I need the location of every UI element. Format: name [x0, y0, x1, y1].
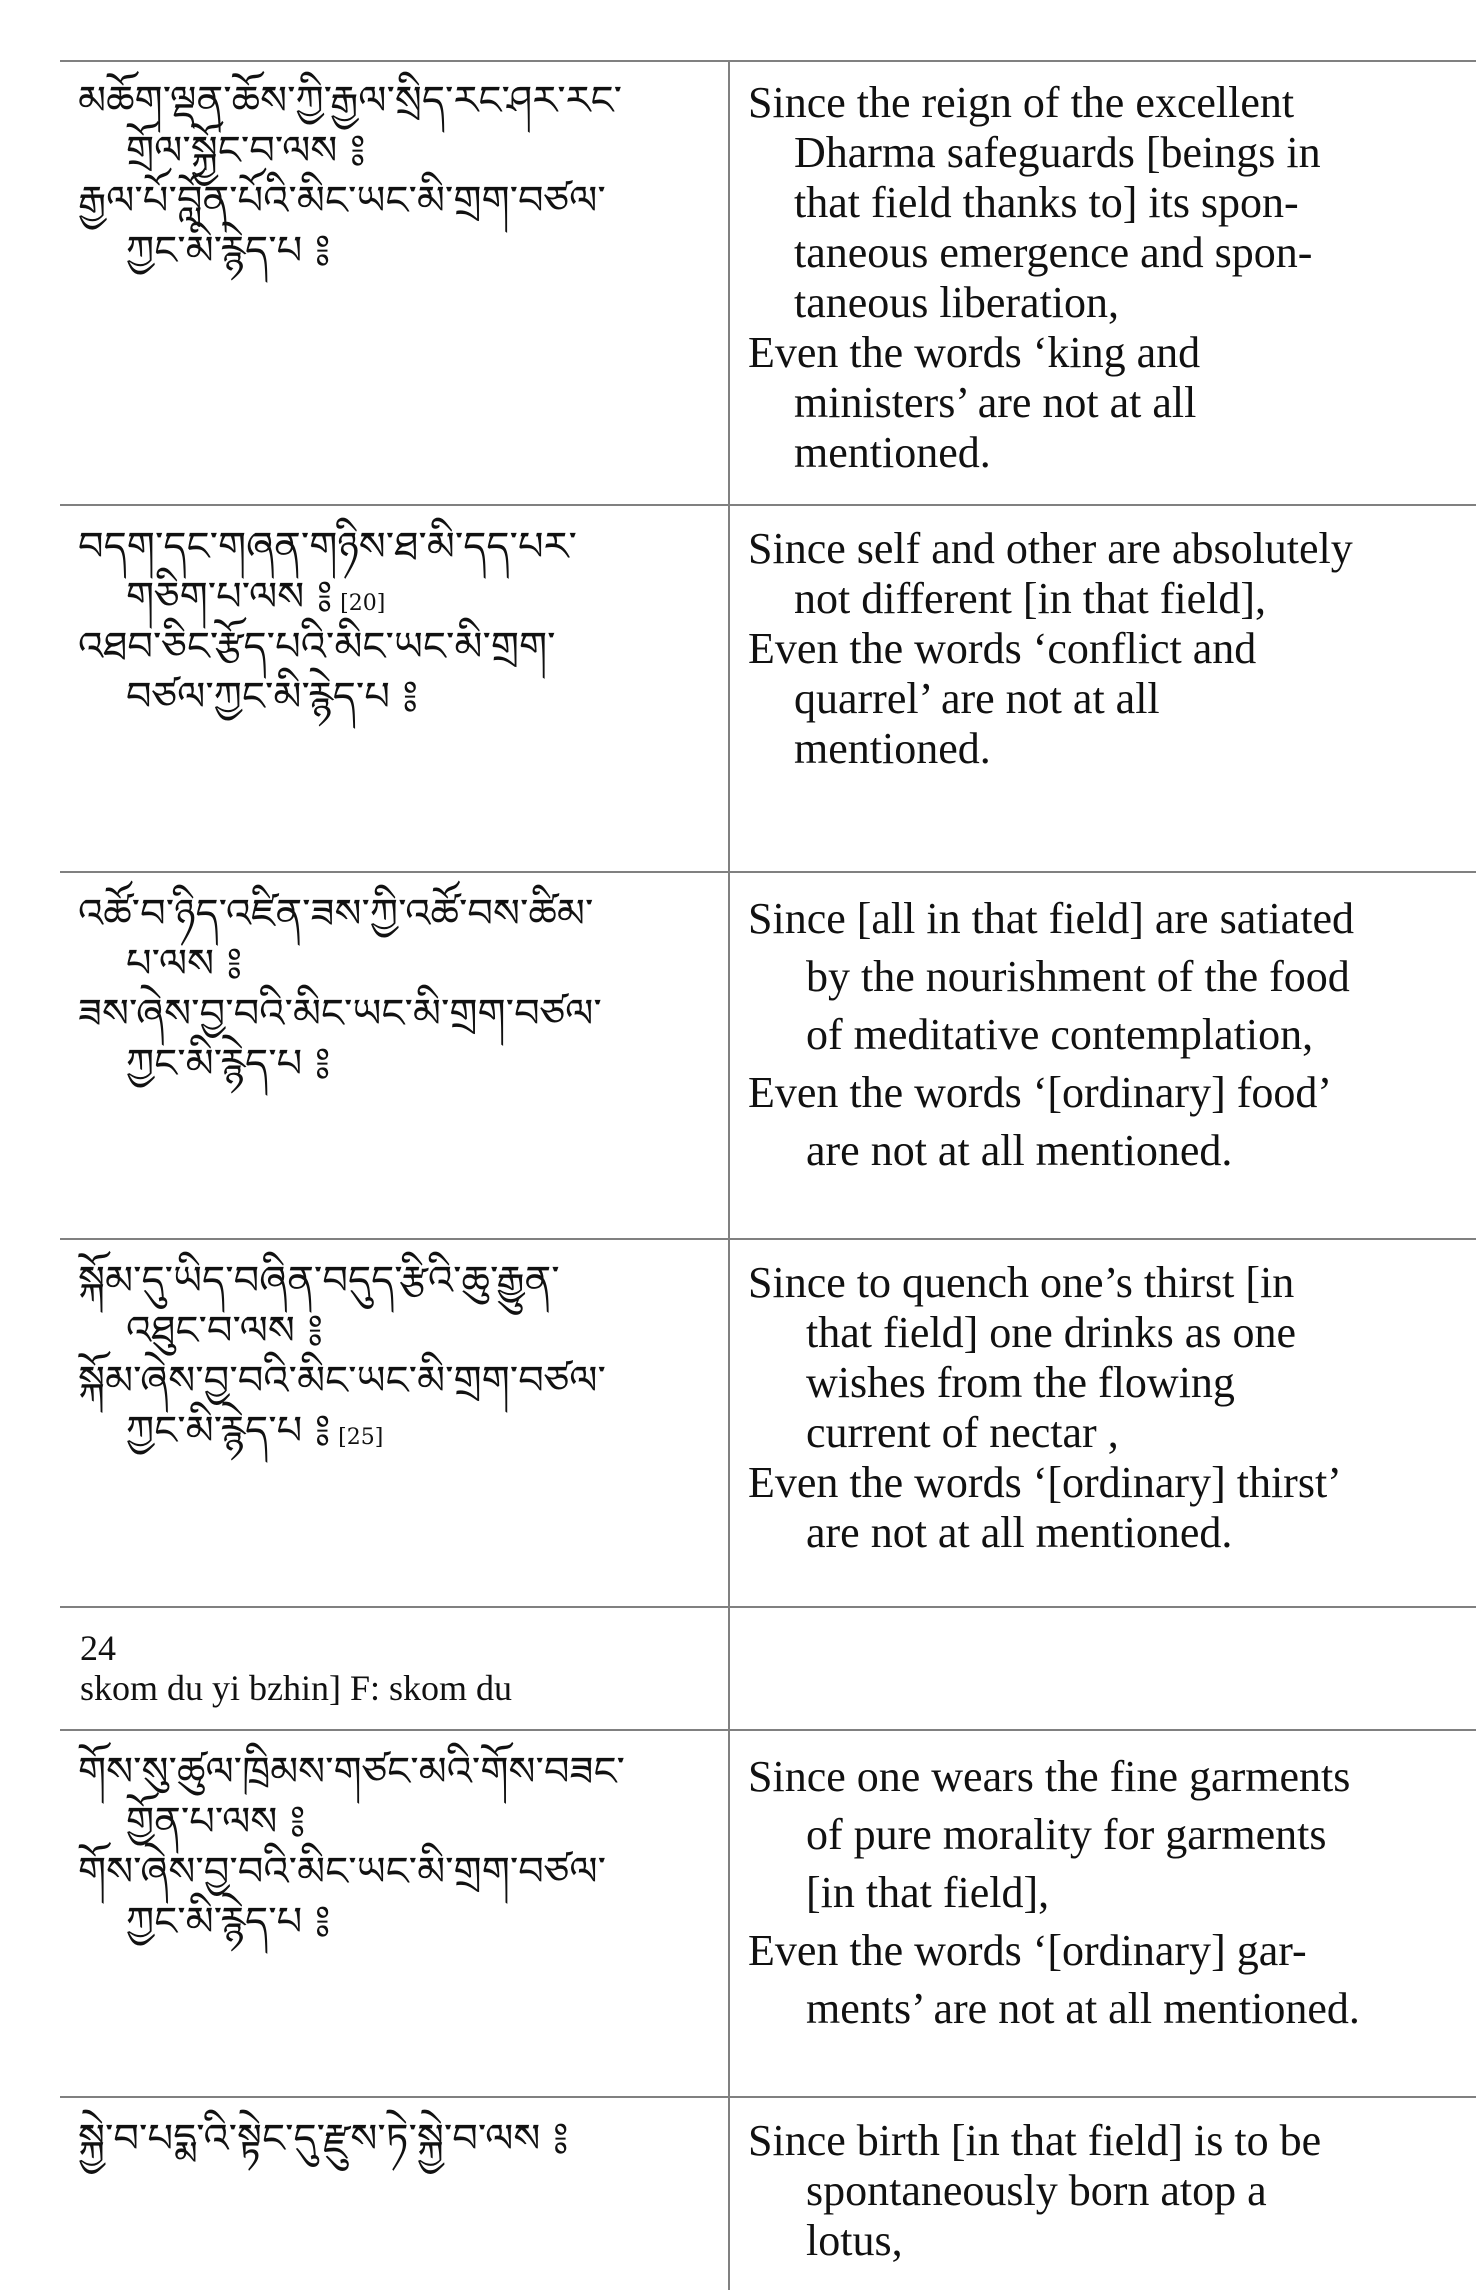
tibetan-text: གཅིག་པ་ལས ༔: [126, 574, 333, 620]
tibetan-line: བདག་དང་གཞན་གཉིས་ཐ་མི་དད་པར་: [78, 524, 577, 570]
column-divider: [728, 1729, 730, 2290]
verse-ref: [20]: [340, 591, 386, 616]
footnote-text: skom du yi bzhin] F: skom du: [80, 1668, 513, 1708]
table-rule: [60, 2096, 1476, 2098]
english-line: not different [in that field],: [794, 574, 1267, 623]
english-line: Dharma safeguards [beings in: [794, 128, 1321, 177]
column-divider: [728, 60, 730, 1606]
english-line: quarrel’ are not at all: [794, 674, 1160, 723]
table-row-3-english: [748, 890, 1464, 1180]
english-line: mentioned.: [794, 428, 991, 477]
table-rule: [60, 60, 1476, 62]
table-rule: [60, 1729, 1476, 1731]
english-line: of meditative contemplation,: [806, 1010, 1314, 1059]
table-rule: [60, 504, 1476, 506]
table-rule: [60, 1606, 1476, 1608]
english-line: lotus,: [806, 2216, 903, 2265]
tibetan-line: [78, 572, 718, 622]
english-line: are not at all mentioned.: [806, 1508, 1233, 1557]
table-row-2-english: [748, 524, 1464, 774]
english-line: Even the words ‘[ordinary] food’: [748, 1068, 1333, 1117]
tibetan-line: འཐུང་བ་ལས ༔: [126, 1308, 323, 1354]
tibetan-line: [78, 1406, 718, 1456]
tibetan-line: སྐོམ་དུ་ཡིད་བཞིན་བདུད་རྩིའི་ཆུ་རྒྱུན་: [78, 1258, 560, 1304]
english-line: Even the words ‘conflict and: [748, 624, 1257, 673]
tibetan-line: གོས་ཞེས་བྱ་བའི་མིང་ཡང་མི་གྲག་བཙལ་: [78, 1849, 606, 1895]
english-line: Since [all in that field] are satiated: [748, 894, 1354, 943]
table-row-3-tibetan: [78, 889, 718, 1089]
tibetan-line: བཙལ་ཀྱང་མི་རྙེད་པ ༔: [126, 674, 418, 720]
english-line: Since self and other are absolutely: [748, 524, 1353, 573]
tibetan-line: ཀྱང་མི་རྙེད་པ ༔: [126, 1899, 331, 1945]
english-line: current of nectar ,: [806, 1408, 1119, 1457]
english-line: ments’ are not at all mentioned.: [806, 1984, 1360, 2033]
tibetan-line: གྱོན་པ་ལས ༔: [126, 1799, 306, 1845]
english-line: mentioned.: [794, 724, 991, 773]
table-rule: [60, 1238, 1476, 1240]
english-line: Even the words ‘[ordinary] thirst’: [748, 1458, 1342, 1507]
tibetan-line: འཚོ་བ་ཉིད་འཛིན་ཟས་ཀྱི་འཚོ་བས་ཚིམ་: [78, 891, 594, 937]
tibetan-text: ཀྱང་མི་རྙེད་པ ༔: [126, 1408, 331, 1454]
english-line: by the nourishment of the food: [806, 952, 1350, 1001]
table-row-6-english: [748, 2116, 1464, 2266]
english-line: taneous liberation,: [794, 278, 1120, 327]
english-line: that field thanks to] its spon-: [794, 178, 1299, 227]
tibetan-line: ཟས་ཞེས་བྱ་བའི་མིང་ཡང་མི་གྲག་བཙལ་: [78, 991, 602, 1037]
english-line: are not at all mentioned.: [806, 1126, 1233, 1175]
table-row-5-tibetan: [78, 1747, 718, 1947]
column-divider: [728, 1606, 730, 1729]
tibetan-line: གོས་སུ་ཚུལ་ཁྲིམས་གཙང་མའི་གོས་བཟང་: [78, 1749, 625, 1795]
tibetan-line: གྲོལ་སྐྱོང་བ་ལས ༔: [126, 128, 366, 174]
tibetan-line: སྐོམ་ཞེས་བྱ་བའི་མིང་ཡང་མི་གྲག་བཙལ་: [78, 1358, 606, 1404]
footnote-number: 24: [80, 1628, 116, 1668]
english-line: Even the words ‘[ordinary] gar-: [748, 1926, 1307, 1975]
english-line: ministers’ are not at all: [794, 378, 1197, 427]
tibetan-line: པ་ལས ༔: [126, 941, 242, 987]
english-line: of pure morality for garments: [806, 1810, 1327, 1859]
english-line: wishes from the flowing: [806, 1358, 1235, 1407]
tibetan-line: རྒྱལ་པོ་བློན་པོའི་མིང་ཡང་མི་གྲག་བཙལ་: [78, 178, 606, 224]
tibetan-line: སྐྱེ་བ་པདྨ་འི་སྟེང་དུ་རྫུས་ཏེ་སྐྱེ་བ་ལས ༔: [78, 2116, 569, 2162]
english-line: that field] one drinks as one: [806, 1308, 1296, 1357]
english-line: Since one wears the fine garments: [748, 1752, 1351, 1801]
english-line: spontaneously born atop a: [806, 2166, 1267, 2215]
english-line: Since birth [in that field] is to be: [748, 2116, 1322, 2165]
table-row-6-tibetan: [78, 2114, 718, 2164]
table-row-4-english: [748, 1258, 1464, 1558]
english-line: Since the reign of the excellent: [748, 78, 1295, 127]
tibetan-line: ཀྱང་མི་རྙེད་པ ༔: [126, 228, 331, 274]
english-line: [in that field],: [806, 1868, 1050, 1917]
tibetan-line: ཀྱང་མི་རྙེད་པ ༔: [126, 1041, 331, 1087]
verse-ref: [25]: [338, 1425, 384, 1450]
table-row-2-tibetan: [78, 522, 718, 722]
footnote: [80, 1628, 720, 1708]
english-line: taneous emergence and spon-: [794, 228, 1313, 277]
table-row-4-tibetan: [78, 1256, 718, 1456]
table-row-1-tibetan: [78, 76, 718, 276]
table-row-5-english: [748, 1748, 1464, 2038]
table-row-1-english: [748, 78, 1464, 478]
tibetan-line: མཆོག་ལྡན་ཆོས་ཀྱི་རྒྱལ་སྲིད་རང་ཤར་རང་: [78, 78, 623, 124]
table-rule: [60, 871, 1476, 873]
english-line: Since to quench one’s thirst [in: [748, 1258, 1295, 1307]
tibetan-line: འཐབ་ཅིང་རྩོད་པའི་མིང་ཡང་མི་གྲག་: [78, 624, 556, 670]
english-line: Even the words ‘king and: [748, 328, 1201, 377]
